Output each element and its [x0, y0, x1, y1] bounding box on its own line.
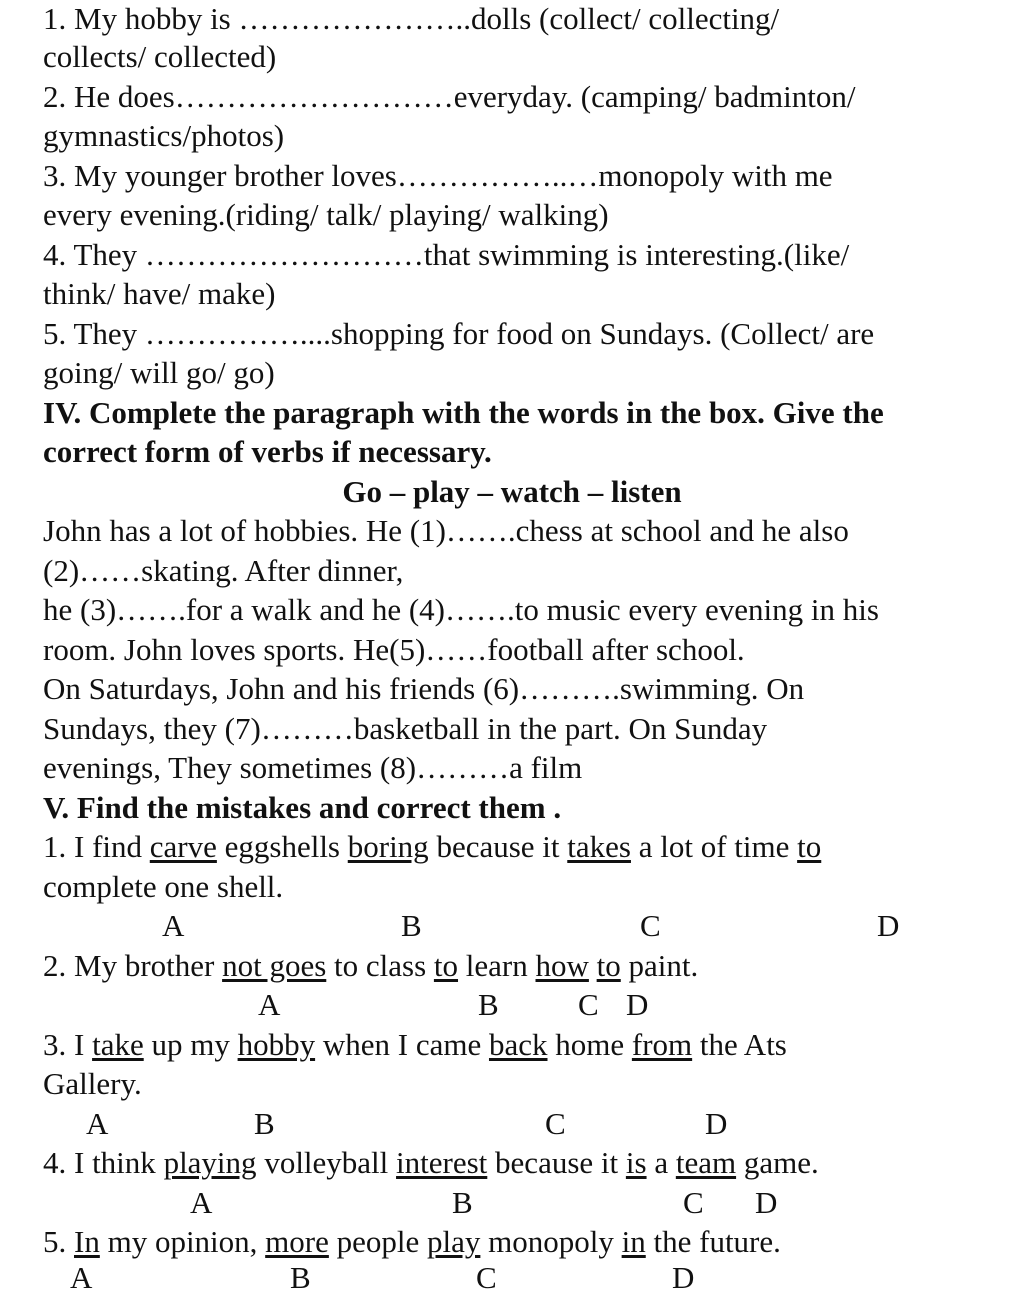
q2-underlined-d: to — [596, 948, 621, 983]
q3-text-1: 3. I — [43, 1027, 93, 1062]
q5-text-2: my opinion, — [99, 1224, 266, 1259]
paragraph-line: room. John loves sports. He(5)……football after school. — [43, 632, 745, 667]
word-box: Go – play – watch – listen — [342, 474, 682, 509]
q1-underlined-a: carve — [149, 829, 217, 864]
q3-1-line1: 1. My hobby is …………………..dolls (collect/ collecting/ — [43, 1, 780, 36]
q1-underlined-c: takes — [567, 829, 631, 864]
q3-5-line2: going/ will go/ go) — [43, 355, 275, 390]
q5-text-1: 5. — [43, 1224, 74, 1259]
q5-text-4: monopoly — [480, 1224, 622, 1259]
q3-text-3: when I came — [315, 1027, 489, 1062]
section4-heading-line2: correct form of verbs if necessary. — [43, 434, 492, 469]
q3-underlined-b: hobby — [237, 1027, 316, 1062]
q2-option-b: B — [478, 987, 499, 1022]
q5-text-5: the future. — [645, 1224, 781, 1259]
q5-option-a: A — [70, 1260, 93, 1295]
q4-underlined-a: playing — [163, 1145, 257, 1180]
q2-option-d: D — [626, 987, 649, 1022]
mistake-q2-line1 — [43, 947, 698, 986]
q4-text-5: game. — [736, 1145, 819, 1180]
q2-text-4 — [589, 948, 597, 983]
q3-1-line2: collects/ collected) — [43, 39, 277, 74]
q2-underlined-c: how — [535, 948, 589, 983]
q3-underlined-d: from — [631, 1027, 693, 1062]
paragraph-line: evenings, They sometimes (8)………a film — [43, 750, 583, 785]
mistake-q1-line1 — [43, 828, 821, 867]
q5-underlined-c: play — [427, 1224, 481, 1259]
paragraph-line: On Saturdays, John and his friends (6)……….swimming. On — [43, 671, 805, 706]
q3-3-line2: every evening.(riding/ talk/ playing/ walking) — [43, 197, 609, 232]
q4-option-a: A — [190, 1185, 213, 1220]
q3-option-b: B — [254, 1106, 275, 1141]
q5-underlined-d: in — [621, 1224, 646, 1259]
q2-text-2: to class — [326, 948, 434, 983]
q1-option-c: C — [640, 908, 661, 943]
q4-text-3: because it — [487, 1145, 626, 1180]
q3-2-line1: 2. He does………………………everyday. (camping/ badminton/ — [43, 79, 856, 114]
section4-heading-line1: IV. Complete the paragraph with the words in the box. Give the — [43, 395, 884, 430]
q1-text-2: eggshells — [216, 829, 348, 864]
q4-text-1: 4. I think — [43, 1145, 164, 1180]
q2-underlined-b: to — [433, 948, 459, 983]
q1-option-a: A — [162, 908, 185, 943]
section5-heading: V. Find the mistakes and correct them . — [43, 790, 562, 825]
q4-option-d: D — [755, 1185, 778, 1220]
q1-underlined-b: boring — [347, 829, 429, 864]
q4-underlined-d: team — [675, 1145, 737, 1180]
q3-underlined-a: take — [92, 1027, 144, 1062]
q5-underlined-a: In — [74, 1224, 100, 1259]
q2-text-3: learn — [458, 948, 536, 983]
q3-option-c: C — [545, 1106, 566, 1141]
q3-4-line1: 4. They ………………………that swimming is interesting.(like/ — [43, 237, 850, 272]
q5-option-c: C — [476, 1260, 497, 1295]
q1-option-b: B — [401, 908, 422, 943]
q1-text-4: a lot of time — [630, 829, 798, 864]
q2-underlined-a: not goes — [222, 948, 327, 983]
q3-option-d: D — [705, 1106, 728, 1141]
q4-option-b: B — [452, 1185, 473, 1220]
q5-option-b: B — [290, 1260, 311, 1295]
q3-3-line1: 3. My younger brother loves……………..…monopoly with me — [43, 158, 833, 193]
q1-text-3: because it — [428, 829, 568, 864]
q3-5-line1: 5. They ……………....shopping for food on Sundays. (Collect/ are — [43, 316, 875, 351]
q1-underlined-d: to — [797, 829, 822, 864]
q2-text-5: paint. — [620, 948, 699, 983]
paragraph-line: (2)……skating. After dinner, — [43, 553, 404, 588]
paragraph-line: he (3)…….for a walk and he (4)…….to music every evening in his — [43, 592, 879, 627]
mistake-q5-line1 — [43, 1223, 781, 1262]
q1-option-d: D — [877, 908, 900, 943]
q4-text-4: a — [646, 1145, 676, 1180]
q3-4-line2: think/ have/ make) — [43, 276, 276, 311]
q3-2-line2: gymnastics/photos) — [43, 118, 285, 153]
q1-text-1: 1. I find — [43, 829, 150, 864]
q2-option-c: C — [578, 987, 599, 1022]
q5-underlined-b: more — [265, 1224, 329, 1259]
q3-text-4: home — [547, 1027, 632, 1062]
mistake-q1-line2: complete one shell. — [43, 869, 284, 904]
q3-option-a: A — [86, 1106, 109, 1141]
q4-option-c: C — [683, 1185, 704, 1220]
q3-text-5: the Ats — [692, 1027, 787, 1062]
q2-option-a: A — [258, 987, 281, 1022]
q4-underlined-b: interest — [396, 1145, 488, 1180]
q4-underlined-c: is — [625, 1145, 647, 1180]
mistake-q3-line1 — [43, 1026, 787, 1065]
q3-text-2: up my — [143, 1027, 238, 1062]
paragraph-line: John has a lot of hobbies. He (1)…….chess at school and he also — [43, 513, 849, 548]
q3-underlined-c: back — [488, 1027, 548, 1062]
mistake-q3-line2: Gallery. — [43, 1066, 142, 1101]
q5-text-3: people — [328, 1224, 428, 1259]
q2-text-1: 2. My brother — [43, 948, 223, 983]
paragraph-line: Sundays, they (7)………basketball in the part. On Sunday — [43, 711, 768, 746]
q4-text-2: volleyball — [256, 1145, 397, 1180]
q5-option-d: D — [672, 1260, 695, 1295]
mistake-q4-line1 — [43, 1144, 819, 1183]
